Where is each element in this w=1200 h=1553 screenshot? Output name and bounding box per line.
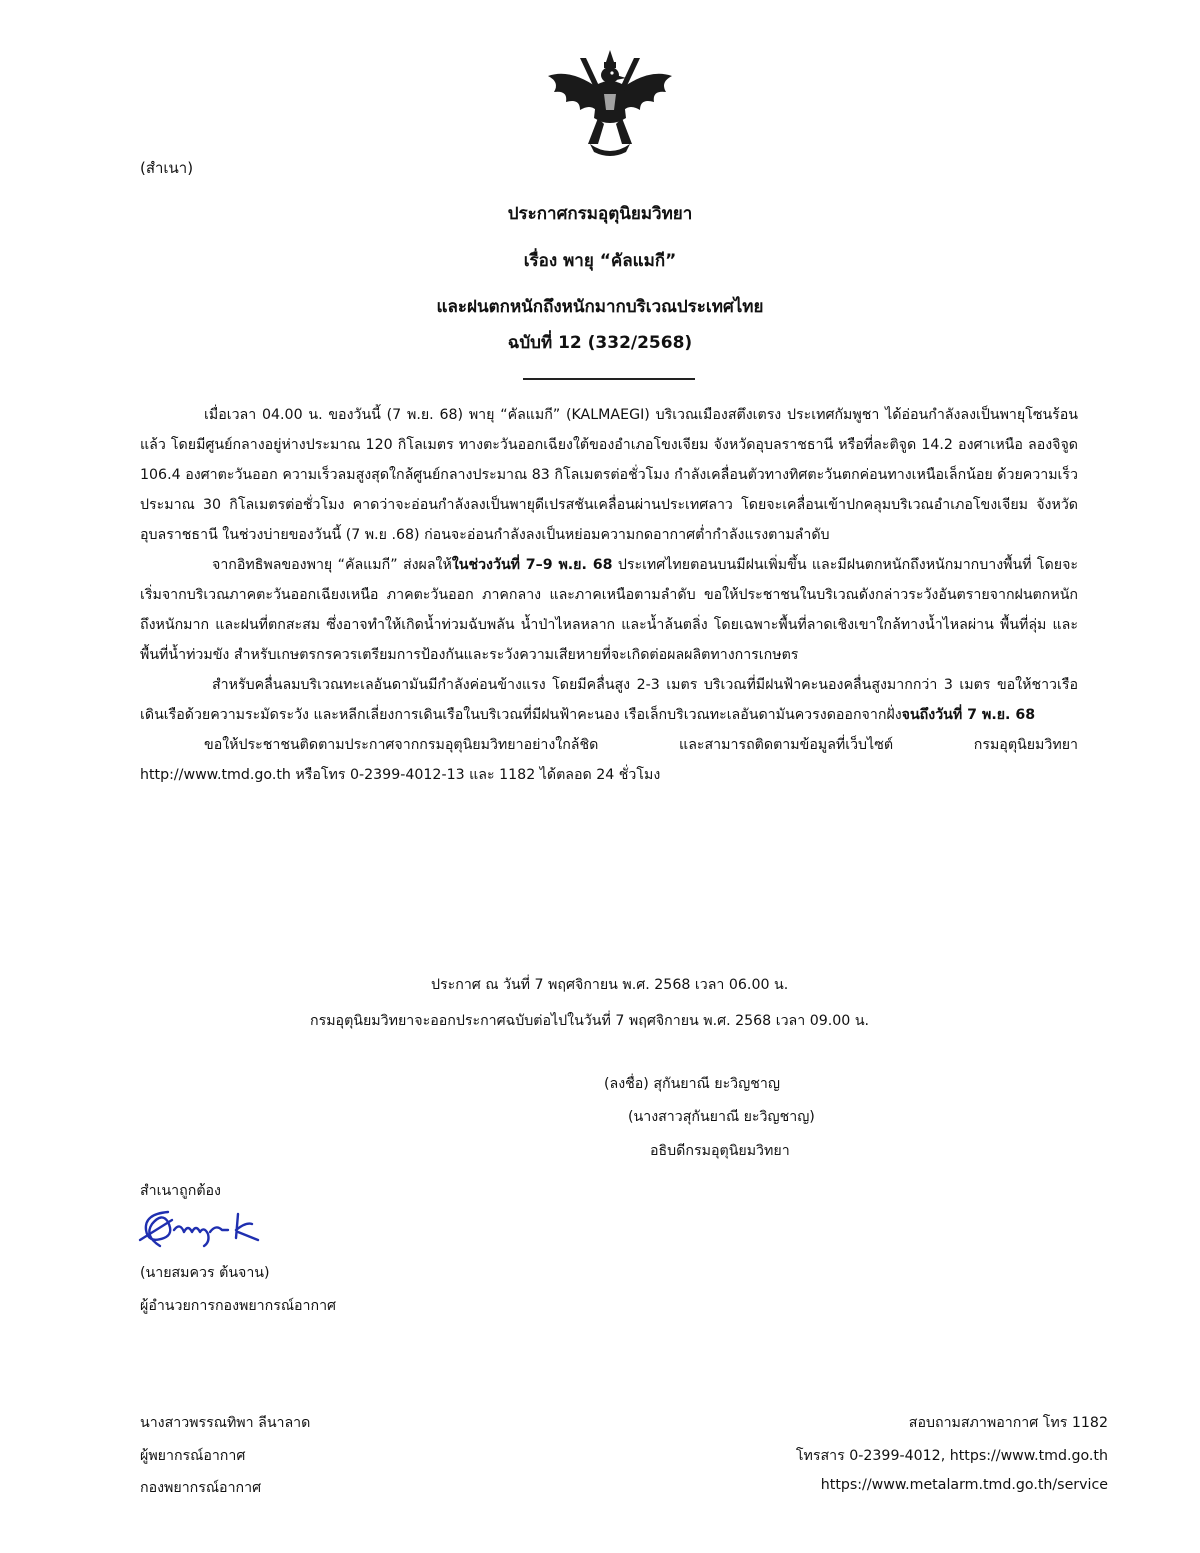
subject-line: เรื่อง พายุ “คัลแมกี”	[523, 251, 677, 271]
signatory-position: อธิบดีกรมอุตุนิยมวิทยา	[650, 1143, 790, 1159]
announce-date: ประกาศ ณ วันที่ 7 พฤศจิกายน พ.ศ. 2568 เวลา 06.00 น.	[431, 977, 789, 993]
announcement-body	[140, 400, 1078, 790]
title-divider	[523, 378, 695, 380]
next-issue-line: กรมอุตุนิยมวิทยาจะออกประกาศฉบับต่อไปในวันที่ 7 พฤศจิกายน พ.ศ. 2568 เวลา 09.00 น.	[310, 1013, 870, 1029]
forecast-division: กองพยากรณ์อากาศ	[140, 1480, 262, 1496]
handwritten-signature	[138, 1206, 262, 1250]
page-title: ประกาศกรมอุตุนิยมวิทยา	[507, 204, 693, 224]
p2-lead: จากอิทธิพลของพายุ “คัลแมกี” ส่งผลให้	[212, 557, 452, 573]
garuda-emblem-icon	[540, 48, 680, 158]
p3-until: จนถึงวันที่ 7 พ.ย. 68	[901, 707, 1036, 723]
service-link[interactable]: https://www.metalarm.tmd.go.th/service	[820, 1477, 1108, 1493]
copy-mark: (สำเนา)	[140, 159, 194, 177]
paragraph-contact: ขอให้ประชาชนติดตามประกาศจากกรมอุตุนิยมวิทยาอย่างใกล้ชิด และสามารถติดตามข้อมูลที่เว็บไซต์ กรมอุตุนิยมวิทยา http://www.tmd.go.th หรือโทร 0-2399-4012-13 และ 1182 ได้ตลอด 24 ชั่วโมง	[140, 737, 1078, 783]
paragraph-rain-impact	[140, 550, 1078, 670]
issue-number: ฉบับที่ 12 (332/2568)	[507, 333, 693, 353]
signatory-name: (นางสาวสุกันยาณี ยะวิญชาญ)	[628, 1109, 815, 1125]
subject-line-2: และฝนตกหนักถึงหนักมากบริเวณประเทศไทย	[436, 297, 764, 317]
certified-position: ผู้อำนวยการกองพยากรณ์อากาศ	[140, 1298, 337, 1314]
p3-lead: สำหรับคลื่นลมบริเวณทะเลอันดามันมีกำลังค่อนข้างแรง โดยมีคลื่นสูง 2-3 เมตร บริเวณที่มีฝนฟ้าคะนองคลื่นสูงมากกว่า 3 เมตร ขอให้ชาวเรือเดินเรือด้วยความระมัดระวัง และหลีกเลี่ยงการเดินเรือในบริเวณที่มีฝนฟ้าคะนอง เรือเล็กบริเวณทะเลอันดามันควรงดออกจากฝั่ง	[140, 677, 1078, 723]
certified-label: สำเนาถูกต้อง	[140, 1183, 221, 1199]
fax-website: โทรสาร 0-2399-4012, https://www.tmd.go.th	[795, 1448, 1108, 1464]
signed-line: (ลงชื่อ) สุกันยาณี ยะวิญชาญ	[604, 1076, 780, 1092]
p2-period: ในช่วงวันที่ 7–9 พ.ย. 68	[451, 557, 613, 573]
forecaster-name: นางสาวพรรณทิพา ลีนาลาด	[140, 1415, 311, 1431]
certified-name: (นายสมควร ต้นจาน)	[140, 1265, 270, 1281]
p2-rest: ประเทศไทยตอนบนมีฝนเพิ่มขึ้น และมีฝนตกหนักถึงหนักมากบางพื้นที่ โดยจะเริ่มจากบริเวณภาคตะวันออกเฉียงเหนือ ภาคตะวันออก ภาคกลาง และภาคเหนือตามลำดับ ขอให้ประชาชนในบริเวณดังกล่าวระวังอันตรายจากฝนตกหนักถึงหนักมาก และฝนที่ตกสะสม ซึ่งอาจทำให้เกิดน้ำท่วมฉับพลัน น้ำป่าไหลหลาก และน้ำล้นตลิ่ง โดยเฉพาะพื้นที่ลาดเชิงเขาใกล้ทางน้ำไหลผ่าน พื้นที่ลุ่ม และพื้นที่น้ำท่วมขัง สำหรับเกษตรกรควรเตรียมการป้องกันและระวังความเสียหายที่จะเกิดต่อผลผลิตทางการเกษตร	[140, 557, 1079, 663]
paragraph-sea-conditions	[140, 670, 1078, 730]
paragraph-storm-position: เมื่อเวลา 04.00 น. ของวันนี้ (7 พ.ย. 68) พายุ “คัลแมกี” (KALMAEGI) บริเวณเมืองสตึงเตรง ประเทศกัมพูชา ได้อ่อนกำลังลงเป็นพายุโซนร้อนแล้ว โดยมีศูนย์กลางอยู่ห่างประมาณ 120 กิโลเมตร ทางตะวันออกเฉียงใต้ของอำเภอโขงเจียม จังหวัดอุบลราชธานี หรือที่ละติจูด 14.2 องศาเหนือ ลองจิจูด 106.4 องศาตะวันออก ความเร็วลมสูงสุดใกล้ศูนย์กลางประมาณ 83 กิโลเมตรต่อชั่วโมง กำลังเคลื่อนตัวทางทิศตะวันตกค่อนทางเหนือเล็กน้อย ด้วยความเร็วประมาณ 30 กิโลเมตรต่อชั่วโมง คาดว่าจะอ่อนกำลังลงเป็นพายุดีเปรสชันเคลื่อนผ่านประเทศลาว โดยจะเคลื่อนเข้าปกคลุมบริเวณอำเภอโขงเจียม จังหวัดอุบลราชธานี ในช่วงบ่ายของวันนี้ (7 พ.ย .68) ก่อนจะอ่อนกำลังลงเป็นหย่อมความกดอากาศต่ำกำลังแรงตามลำดับ	[140, 407, 1078, 543]
forecaster-role: ผู้พยากรณ์อากาศ	[140, 1448, 246, 1464]
weather-inquiry: สอบถามสภาพอากาศ โทร 1182	[908, 1415, 1108, 1431]
